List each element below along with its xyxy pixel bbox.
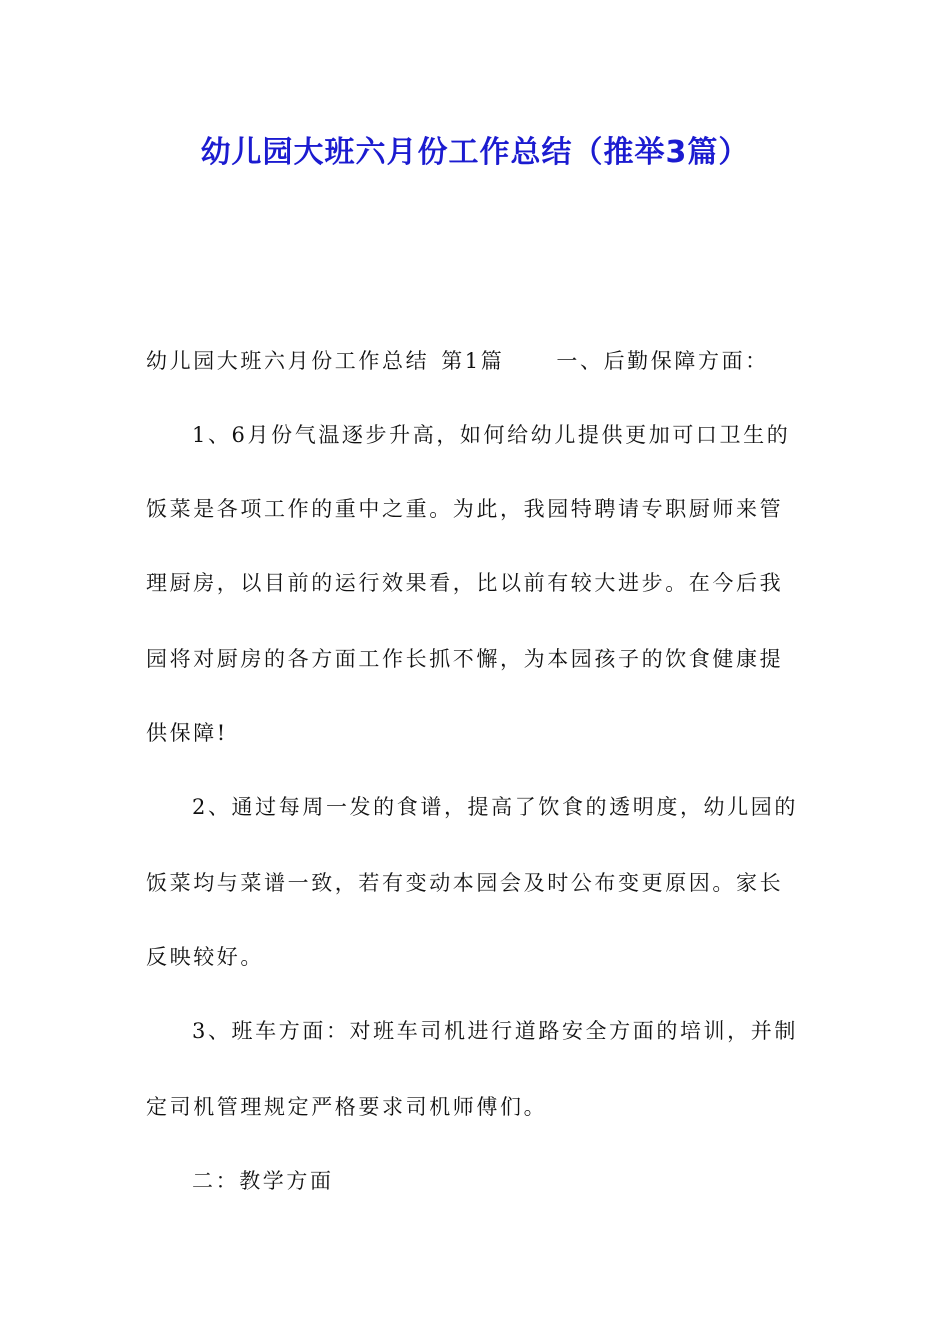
paragraph-line: 1、6月份气温逐步升高，如何给幼儿提供更加可口卫生的: [192, 423, 791, 447]
paragraph-line: 饭菜均与菜谱一致，若有变动本园会及时公布变更原因。家长: [146, 871, 784, 895]
intro-heading: 幼儿园大班六月份工作总结: [146, 349, 430, 373]
paragraph-line: 园将对厨房的各方面工作长抓不懈，为本园孩子的饮食健康提: [146, 647, 784, 671]
paragraph-line: 反映较好。: [146, 945, 264, 969]
document-title: 幼儿园大班六月份工作总结（推举3篇）: [200, 135, 750, 170]
intro-line: [146, 346, 806, 376]
paragraph-line: 3、班车方面：对班车司机进行道路安全方面的培训，并制: [192, 1019, 798, 1043]
section-heading: 二：教学方面: [192, 1169, 334, 1193]
paragraph-line: 理厨房，以目前的运行效果看，比以前有较大进步。在今后我: [146, 571, 784, 595]
paragraph-line: 供保障!: [146, 721, 228, 745]
paragraph-line: 2、通过每周一发的食谱，提高了饮食的透明度，幼儿园的: [192, 795, 798, 819]
intro-part: 第1篇: [441, 349, 505, 373]
paragraph-line: 饭菜是各项工作的重中之重。为此，我园特聘请专职厨师来管: [146, 497, 784, 521]
intro-section: 一、后勤保障方面：: [556, 349, 769, 373]
paragraph-line: 定司机管理规定严格要求司机师傅们。: [146, 1095, 548, 1119]
